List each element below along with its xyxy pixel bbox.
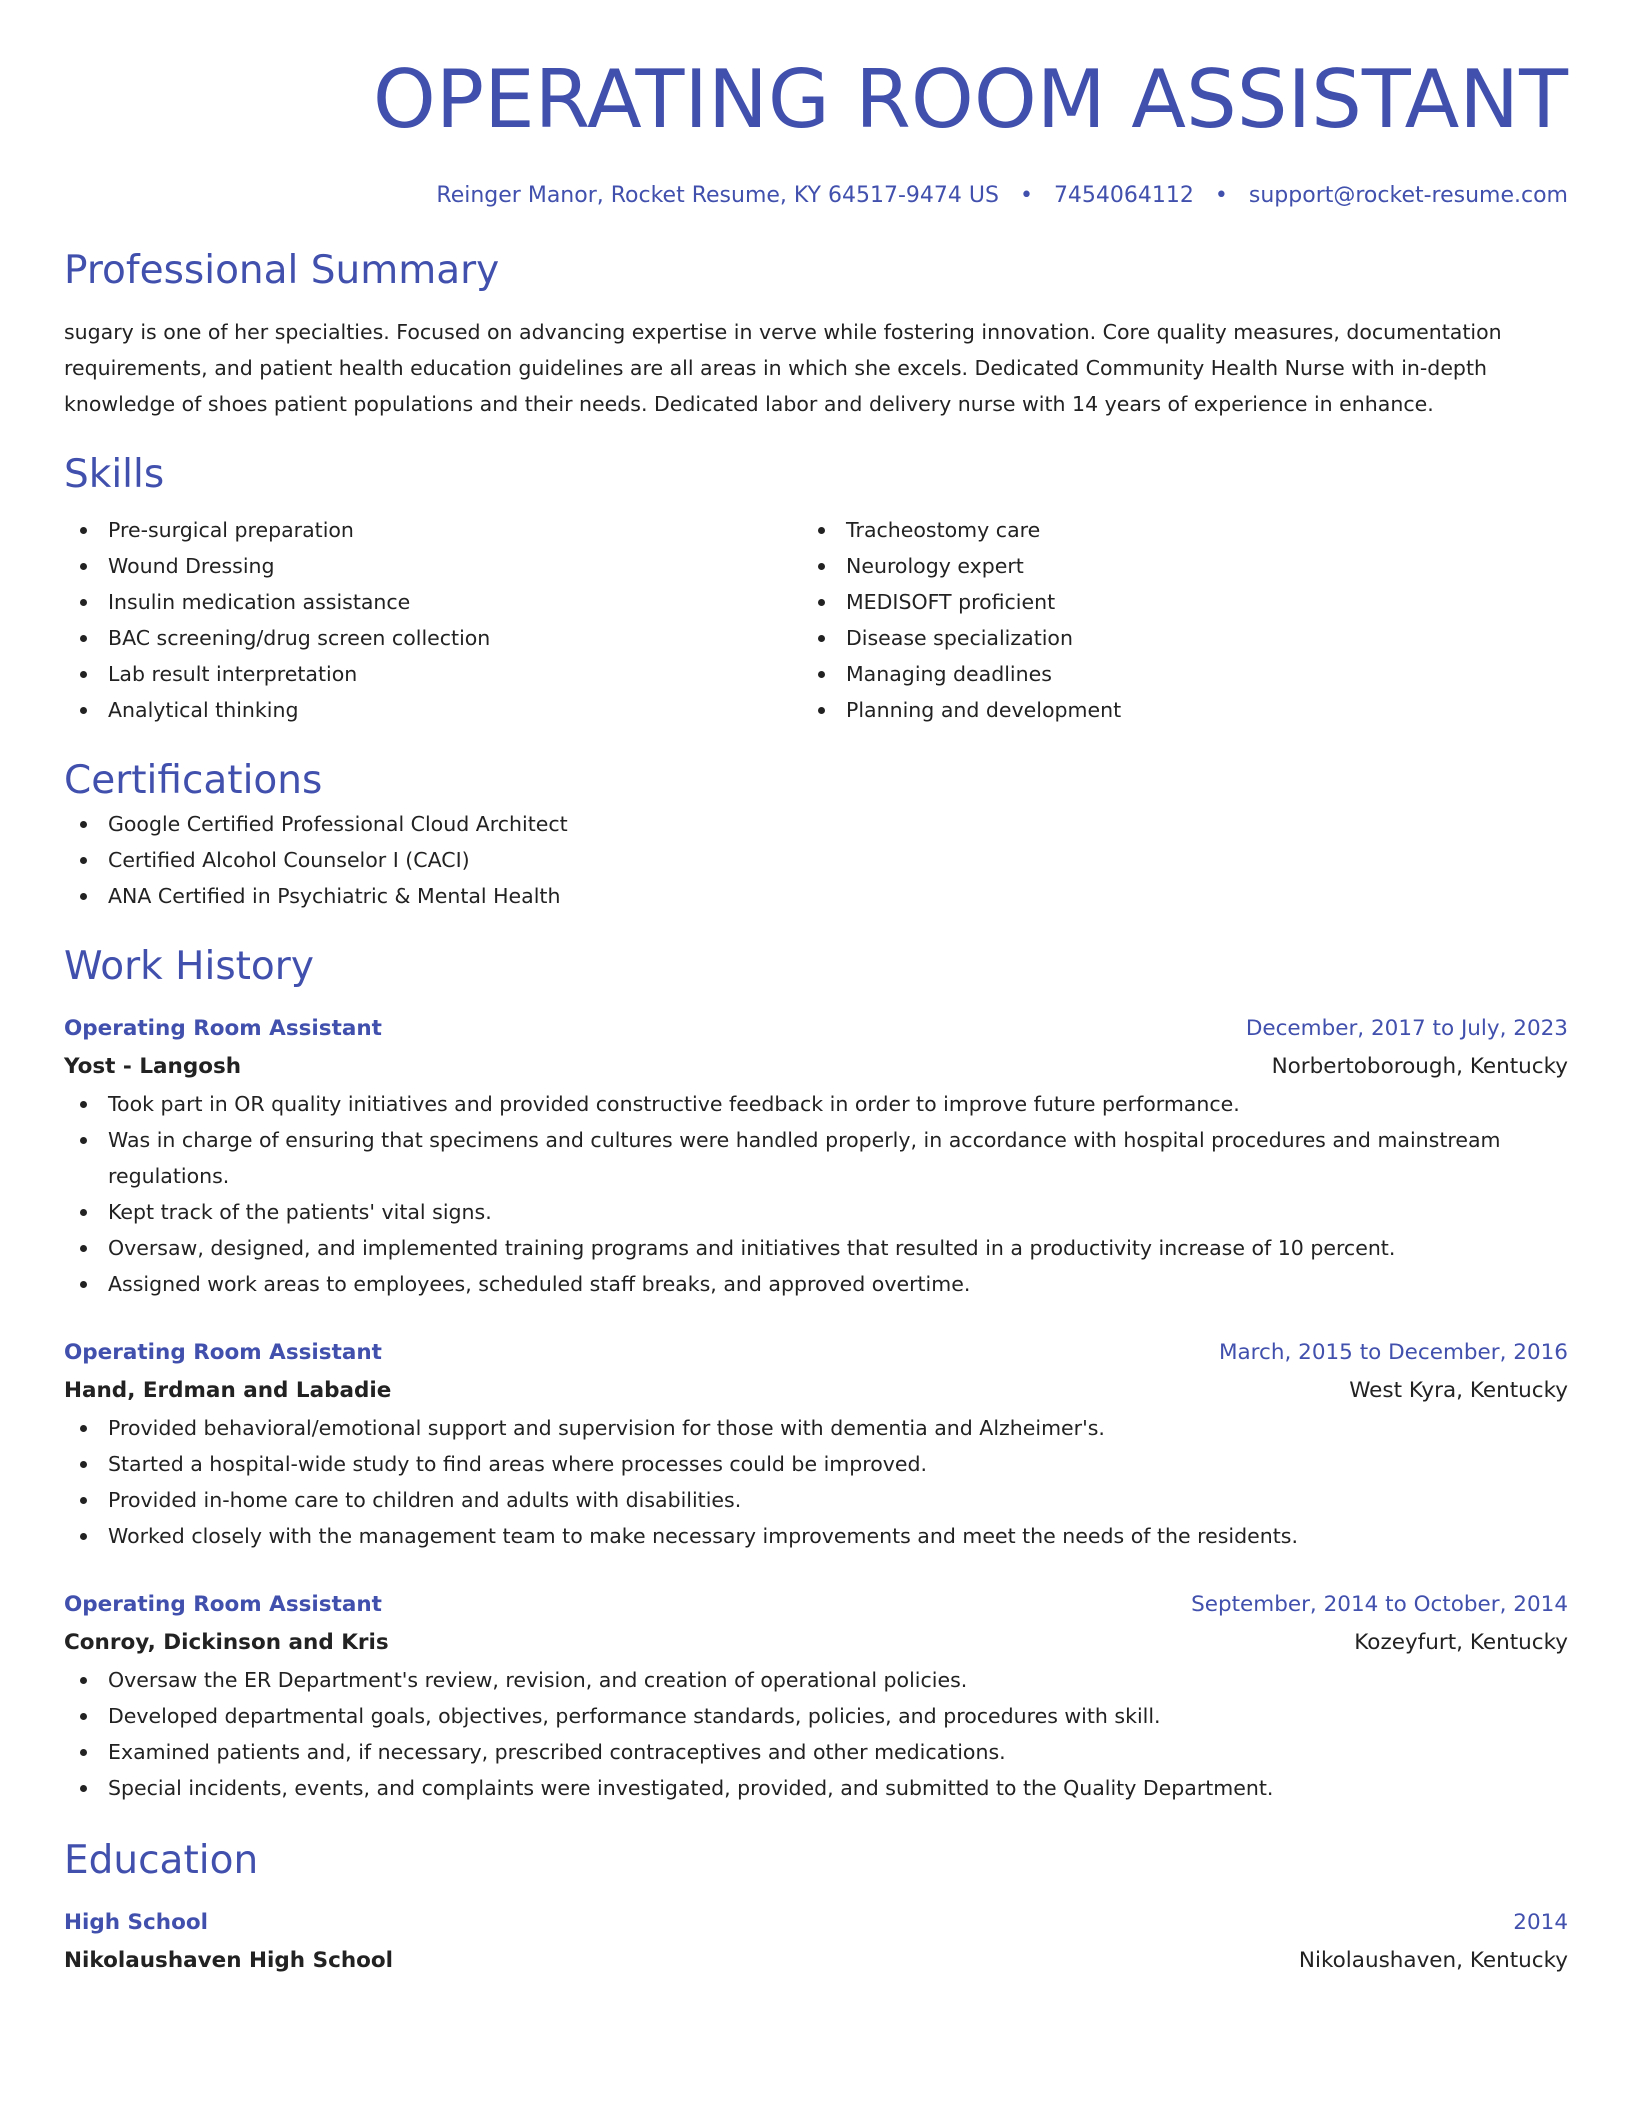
- job-title: Operating Room Assistant: [64, 1592, 382, 1617]
- job-bullet: Provided behavioral/emotional support and supervision for those with dementia and Alzheimer's.: [64, 1410, 1568, 1446]
- job-title: Operating Room Assistant: [64, 1016, 382, 1041]
- skill-item: Tracheostomy care: [802, 512, 1540, 548]
- job-bullet: Assigned work areas to employees, scheduled staff breaks, and approved overtime.: [64, 1266, 1568, 1302]
- section-title-skills: Skills: [64, 452, 165, 497]
- job-location: Kozeyfurt, Kentucky: [1354, 1630, 1568, 1655]
- job-bullet: Oversaw, designed, and implemented training programs and initiatives that resulted in a productivity increase of 10 percent.: [64, 1230, 1568, 1266]
- job-company: Yost - Langosh: [64, 1054, 242, 1079]
- summary-text: sugary is one of her specialties. Focused on advancing expertise in verve while fostering innovation. Core quality measures, documentation requirements, and patient health education guidelines are all areas in which she excels. Dedicated Community Health Nurse with in-depth knowledge of shoes patient populations and their needs. Dedicated labor and delivery nurse with 14 years of experience in enhance.: [64, 320, 1502, 416]
- job-bullet: Kept track of the patients' vital signs.: [64, 1194, 1568, 1230]
- education-school-row: [64, 1942, 1568, 1980]
- job-dates: September, 2014 to October, 2014: [1191, 1592, 1568, 1617]
- job-dates: March, 2015 to December, 2016: [1218, 1340, 1568, 1365]
- skill-item: Managing deadlines: [802, 656, 1540, 692]
- job-title-row: [64, 1334, 1568, 1372]
- job-bullet: Developed departmental goals, objectives, performance standards, policies, and procedures with skill.: [64, 1698, 1568, 1734]
- skill-item: Planning and development: [802, 692, 1540, 728]
- education-school: Nikolaushaven High School: [64, 1948, 394, 1973]
- job-location: West Kyra, Kentucky: [1349, 1378, 1568, 1403]
- job-title: Operating Room Assistant: [64, 1340, 382, 1365]
- job-title-row: [64, 1586, 1568, 1624]
- contact-separator: •: [1019, 183, 1033, 208]
- job-bullet: Special incidents, events, and complaints were investigated, provided, and submitted to the Quality Department.: [64, 1770, 1568, 1806]
- education-year: 2014: [1513, 1910, 1568, 1935]
- skill-item: Analytical thinking: [64, 692, 802, 728]
- skill-item: Neurology expert: [802, 548, 1540, 584]
- skills-grid: [64, 512, 1568, 728]
- certifications-list: [64, 806, 1568, 914]
- job-bullet: Worked closely with the management team to make necessary improvements and meet the needs of the residents.: [64, 1518, 1568, 1554]
- job-bullet: Provided in-home care to children and adults with disabilities.: [64, 1482, 1568, 1518]
- job-dates: December, 2017 to July, 2023: [1245, 1016, 1568, 1041]
- section-title-work-history: Work History: [64, 944, 314, 989]
- skill-item: Pre-surgical preparation: [64, 512, 802, 548]
- skills-list-right: [802, 512, 1540, 728]
- education-location: Nikolaushaven, Kentucky: [1298, 1948, 1568, 1973]
- skill-item: BAC screening/drug screen collection: [64, 620, 802, 656]
- job-entry: [64, 1010, 1568, 1302]
- section-title-certifications: Certifications: [64, 758, 323, 803]
- job-entry: [64, 1586, 1568, 1806]
- job-bullet: Was in charge of ensuring that specimens and cultures were handled properly, in accordance with hospital procedures and mainstream regulations.: [64, 1122, 1568, 1194]
- education-degree-row: [64, 1904, 1568, 1942]
- job-bullet: Started a hospital-wide study to find areas where processes could be improved.: [64, 1446, 1568, 1482]
- contact-phone: 7454064112: [1053, 183, 1194, 208]
- job-bullets: [64, 1410, 1568, 1554]
- section-title-education: Education: [64, 1838, 259, 1883]
- job-company: Conroy, Dickinson and Kris: [64, 1630, 389, 1655]
- contact-separator: •: [1214, 183, 1228, 208]
- skill-item: Wound Dressing: [64, 548, 802, 584]
- contact-line: [64, 180, 1568, 212]
- skills-list-left: [64, 512, 802, 728]
- job-bullets: [64, 1086, 1568, 1302]
- section-title-summary: Professional Summary: [64, 248, 500, 293]
- certification-item: ANA Certified in Psychiatric & Mental Health: [64, 878, 1568, 914]
- certification-item: Google Certified Professional Cloud Architect: [64, 806, 1568, 842]
- job-entry: [64, 1334, 1568, 1554]
- skill-item: Lab result interpretation: [64, 656, 802, 692]
- skill-item: MEDISOFT proficient: [802, 584, 1540, 620]
- job-bullet: Took part in OR quality initiatives and provided constructive feedback in order to improve future performance.: [64, 1086, 1568, 1122]
- education-entry: [64, 1904, 1568, 1980]
- resume-name: OPERATING ROOM ASSISTANT: [372, 53, 1568, 146]
- job-company-row: [64, 1372, 1568, 1410]
- certification-item: Certified Alcohol Counselor I (CACI): [64, 842, 1568, 878]
- job-company: Hand, Erdman and Labadie: [64, 1378, 392, 1403]
- resume-header: [64, 52, 1568, 212]
- job-company-row: [64, 1048, 1568, 1086]
- contact-address: Reinger Manor, Rocket Resume, KY 64517-9474 US: [436, 183, 999, 208]
- skill-item: Insulin medication assistance: [64, 584, 802, 620]
- job-bullet: Oversaw the ER Department's review, revision, and creation of operational policies.: [64, 1662, 1568, 1698]
- job-bullets: [64, 1662, 1568, 1806]
- job-company-row: [64, 1624, 1568, 1662]
- education-degree: High School: [64, 1910, 208, 1935]
- job-bullet: Examined patients and, if necessary, prescribed contraceptives and other medications.: [64, 1734, 1568, 1770]
- skill-item: Disease specialization: [802, 620, 1540, 656]
- job-location: Norbertoborough, Kentucky: [1271, 1054, 1568, 1079]
- job-title-row: [64, 1010, 1568, 1048]
- contact-email[interactable]: support@rocket-resume.com: [1248, 183, 1568, 208]
